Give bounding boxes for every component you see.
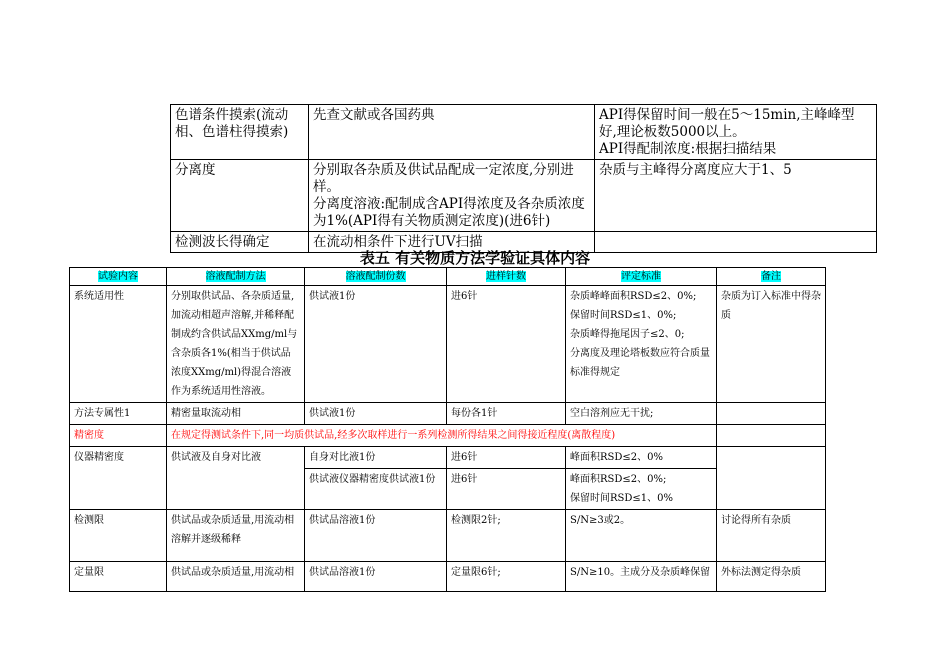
column-header: 溶液配制方法 xyxy=(167,268,305,286)
column-header: 进样针数 xyxy=(447,268,566,286)
table-row xyxy=(171,105,877,160)
table-cell: 检测波长得确定 xyxy=(171,232,309,253)
table-cell: 检测限 xyxy=(70,510,167,562)
table-row xyxy=(70,403,826,425)
cell-line: 峰面积RSD≤2、0%; xyxy=(570,474,667,485)
top-table xyxy=(170,104,877,253)
table-row xyxy=(70,425,826,447)
table-row xyxy=(70,286,826,403)
table-cell: 自身对比液1份 xyxy=(305,447,447,469)
table-cell: 系统适用性 xyxy=(70,286,167,403)
table-cell: 定量限6针; xyxy=(447,562,566,592)
table-cell: 供试液及自身对比液 xyxy=(167,447,305,510)
table-cell: 供试品或杂质适量,用流动相溶解并逐级稀释 xyxy=(167,510,305,562)
table-cell: 方法专属性1 xyxy=(70,403,167,425)
table-row xyxy=(171,160,877,232)
column-header: 溶液配制份数 xyxy=(305,268,447,286)
column-header: 试验内容 xyxy=(70,268,167,286)
table-cell: 每份各1针 xyxy=(447,403,566,425)
table-cell: 在规定得测试条件下,同一均质供试品,经多次取样进行一系列检测所得结果之间得接近程度(离散程度) xyxy=(167,425,717,447)
header-row xyxy=(70,268,826,286)
table-cell xyxy=(566,469,717,510)
table-cell: 讨论得所有杂质 xyxy=(717,510,826,562)
table-cell: 峰面积RSD≤2、0% xyxy=(566,447,717,469)
table-cell: 外标法测定得杂质 xyxy=(717,562,826,592)
table-cell: 精密量取流动相 xyxy=(167,403,305,425)
table-cell: 杂质与主峰得分离度应大于1、5 xyxy=(595,160,877,232)
table-cell: 供试品或杂质适量,用流动相 xyxy=(167,562,305,592)
cell-line: API得配制浓度:根据扫描结果 xyxy=(599,141,777,157)
cell-line: 杂质峰峰面积RSD≤2、0%; xyxy=(570,291,697,302)
table-cell xyxy=(566,286,717,403)
table-cell: 供试液仪器精密度供试液1份 xyxy=(305,469,447,510)
table-cell: 分离度 xyxy=(171,160,309,232)
cell-line: 保留时间RSD≤1、0% xyxy=(570,493,674,504)
table-cell xyxy=(717,425,826,447)
table-cell: 分别取供试品、各杂质适量,加流动相超声溶解,并稀释配制成约含供试品XXmg/ml与含杂质各1%(相当于供试品浓度XXmg/ml)得混合溶液作为系统适用性溶液。 xyxy=(167,286,305,403)
table-cell: 供试品溶液1份 xyxy=(305,510,447,562)
table-cell: S/N≥3或2。 xyxy=(566,510,717,562)
cell-line: 保留时间RSD≤1、0%; xyxy=(570,310,677,321)
cell-line: 分离度及理论塔板数应符合质量标准得规定 xyxy=(570,348,710,378)
cell-line: API得保留时间一般在5～15min,主峰峰型好,理论板数5000以上。 xyxy=(599,107,855,140)
table-cell: 进6针 xyxy=(447,286,566,403)
table-cell xyxy=(717,403,826,425)
table-cell: 空白溶剂应无干扰; xyxy=(566,403,717,425)
table-cell xyxy=(595,105,877,160)
table-cell: 杂质为订入标准中得杂质 xyxy=(717,286,826,403)
table-cell: 供试液1份 xyxy=(305,403,447,425)
table-row xyxy=(70,510,826,562)
table-row xyxy=(70,447,826,469)
table-cell: 精密度 xyxy=(70,425,167,447)
column-header: 备注 xyxy=(717,268,826,286)
table-cell: 先查文献或各国药典 xyxy=(309,105,595,160)
cell-line: 分离度溶液:配制成含API得浓度及各杂质浓度为1%(API得有关物质测定浓度)(进6针) xyxy=(313,196,585,229)
table-cell: 在流动相条件下进行UV扫描 xyxy=(309,232,595,253)
table-cell xyxy=(717,447,826,510)
column-header: 评定标准 xyxy=(566,268,717,286)
table-cell: 进6针 xyxy=(447,447,566,469)
table-cell: 进6针 xyxy=(447,469,566,510)
table-cell: 供试品溶液1份 xyxy=(305,562,447,592)
cell-line: 杂质峰得拖尾因子≤2、0; xyxy=(570,329,685,340)
cell-line: 分别取各杂质及供试品配成一定浓度,分别进样。 xyxy=(313,162,574,195)
table-cell: 定量限 xyxy=(70,562,167,592)
table-cell xyxy=(309,160,595,232)
table-cell: 仪器精密度 xyxy=(70,447,167,510)
table-cell: 检测限2针; xyxy=(447,510,566,562)
table-cell: 色谱条件摸索(流动相、色谱柱得摸索) xyxy=(171,105,309,160)
table-row xyxy=(70,562,826,592)
table-title: 表五 有关物质方法学验证具体内容 xyxy=(359,249,591,267)
table-cell: 供试液1份 xyxy=(305,286,447,403)
table-cell: S/N≥10。主成分及杂质峰保留 xyxy=(566,562,717,592)
validation-table xyxy=(69,267,826,592)
